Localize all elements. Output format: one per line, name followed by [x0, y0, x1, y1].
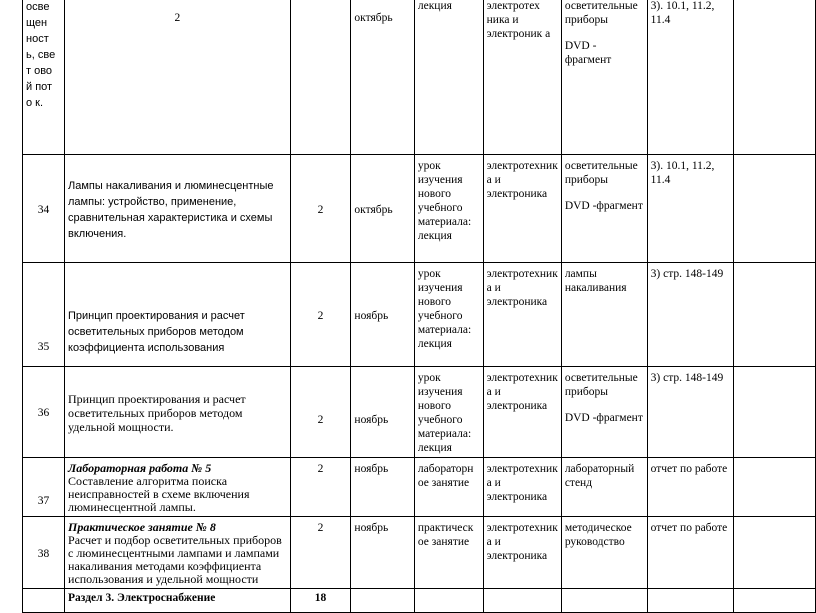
row-number: [23, 517, 65, 589]
hours-value: 2: [317, 414, 324, 426]
topic-text: Составление алгоритма поиска неисправностей в схеме включения люминесцентной лампы.: [68, 474, 250, 514]
hours-cell: [290, 458, 351, 517]
equipment-value: лампы накаливания: [564, 268, 627, 294]
subject-value: электротехник а и электроника: [486, 522, 558, 562]
lesson-plan-table: [22, 0, 816, 613]
form-value: лекция: [417, 0, 452, 12]
form-cell: [414, 155, 483, 263]
row-number-value: 34: [37, 203, 50, 216]
section-title: Раздел 3. Электроснабжение: [68, 592, 216, 604]
hours-cell: [290, 155, 351, 263]
month-value: ноябрь: [354, 414, 389, 426]
form-cell: [414, 517, 483, 589]
subject-cell: [483, 155, 561, 263]
literature-value: 3) стр. 148-149: [650, 372, 724, 384]
section-spacer: [23, 589, 65, 613]
subject-cell: [483, 367, 561, 458]
empty-cell: [733, 589, 815, 613]
month-cell: [351, 155, 414, 263]
literature-cell: [647, 458, 733, 517]
table-row: [23, 367, 816, 458]
literature-value: 3) стр. 148-149: [650, 268, 724, 280]
month-value: октябрь: [354, 203, 393, 216]
section-title-cell: [65, 589, 291, 613]
equipment-cell: [561, 367, 647, 458]
row-number-value: 35: [37, 341, 50, 353]
topic-text: Принцип проектирования и расчет осветительных приборов методом коэффициента использования: [68, 310, 245, 354]
equipment-extra: DVD -фрагмент: [564, 412, 643, 424]
month-value: ноябрь: [354, 309, 389, 322]
subject-cell: [483, 0, 561, 155]
empty-cell: [483, 589, 561, 613]
equipment-cell: [561, 263, 647, 367]
form-value: урок изучения нового учебного материала: лекция: [417, 372, 472, 454]
literature-cell: [647, 0, 733, 155]
form-value: урок изучения нового учебного материала: лекция: [417, 268, 472, 350]
section-hours: 18: [314, 592, 327, 604]
spacer-cell: [290, 0, 351, 155]
extra-cell: [733, 0, 815, 155]
equipment-value: осветительные приборы: [564, 160, 638, 186]
equipment-value: методическое руководство: [564, 522, 632, 548]
form-value: практическ ое занятие: [417, 522, 474, 548]
hours-value: 2: [317, 203, 324, 216]
month-value: ноябрь: [354, 463, 389, 475]
equipment-cell: [561, 155, 647, 263]
subject-cell: [483, 263, 561, 367]
empty-cell: [414, 589, 483, 613]
hours-cell: [290, 367, 351, 458]
subject-value: электротехник а и электроника: [486, 463, 558, 503]
literature-value: 3). 10.1, 11.2, 11.4: [650, 160, 715, 186]
empty-cell: [351, 589, 414, 613]
subject-value: электротехник а и электроника: [486, 160, 558, 200]
equipment-cell: [561, 517, 647, 589]
form-cell: [414, 263, 483, 367]
form-cell: [414, 0, 483, 155]
row-number: [23, 263, 65, 367]
topic-cell: [65, 155, 291, 263]
row-number: [23, 458, 65, 517]
table-row: [23, 155, 816, 263]
row-number: [23, 155, 65, 263]
month-value: ноябрь: [354, 522, 389, 534]
literature-value: отчет по работе: [650, 463, 728, 475]
row-number: [23, 367, 65, 458]
literature-cell: [647, 263, 733, 367]
subject-cell: [483, 458, 561, 517]
empty-cell: [647, 589, 733, 613]
topic-cell: [65, 517, 291, 589]
subject-cell: [483, 517, 561, 589]
subject-value: электротехник а и электроника: [486, 372, 558, 412]
equipment-cell: [561, 458, 647, 517]
month-cell: [351, 458, 414, 517]
topic-text: Лампы накаливания и люминесцентные лампы: устройство, применение, сравнительная характеристика и схемы включения.: [68, 179, 274, 240]
form-cell: [414, 367, 483, 458]
section-row: [23, 589, 816, 613]
hours-value: 2: [317, 463, 324, 475]
month-cell: [351, 0, 414, 155]
topic-text: Расчет и подбор осветительных приборов с люминесцентными лампами и лампами накаливания методами коэффициента использования и удельной мощности: [68, 533, 282, 586]
literature-cell: [647, 517, 733, 589]
equipment-value: осветительные приборы: [564, 0, 638, 26]
equipment-value: осветительные приборы: [564, 372, 638, 398]
month-cell: [351, 367, 414, 458]
month-value: октябрь: [354, 12, 393, 24]
extra-cell: [733, 458, 815, 517]
extra-cell: [733, 367, 815, 458]
table-row: [23, 0, 816, 155]
hours-cell: [65, 0, 291, 155]
hours-cell: [290, 517, 351, 589]
row-number-value: 36: [37, 407, 50, 419]
literature-cell: [647, 155, 733, 263]
hours-value: 2: [317, 522, 324, 534]
empty-cell: [561, 589, 647, 613]
topic-tail-text: осве щен ност ь, свет ово й пото к.: [26, 1, 56, 109]
literature-cell: [647, 367, 733, 458]
section-hours-cell: [290, 589, 351, 613]
subject-value: электротехник а и электроника: [486, 268, 558, 308]
hours-value: 2: [174, 12, 181, 24]
form-value: урок изучения нового учебного материала: лекция: [417, 160, 472, 242]
row-number-value: 38: [37, 547, 50, 560]
extra-cell: [733, 155, 815, 263]
row-number-value: 37: [37, 495, 50, 507]
topic-cell: [65, 367, 291, 458]
form-value: лабораторн ое занятие: [417, 463, 474, 489]
topic-cell: [65, 263, 291, 367]
month-cell: [351, 517, 414, 589]
topic-tail-cell: [23, 0, 65, 155]
extra-cell: [733, 517, 815, 589]
literature-value: отчет по работе: [650, 522, 728, 534]
topic-title: Лабораторная работа № 5: [68, 461, 212, 475]
table-row: [23, 458, 816, 517]
equipment-extra: DVD -фрагмент: [564, 200, 643, 212]
extra-cell: [733, 263, 815, 367]
equipment-cell: [561, 0, 647, 155]
subject-value: электротех ника и электроник а: [486, 0, 551, 40]
hours-cell: [290, 263, 351, 367]
equipment-extra: DVD - фрагмент: [564, 40, 612, 66]
month-cell: [351, 263, 414, 367]
hours-value: 2: [317, 309, 324, 322]
table-row: [23, 263, 816, 367]
topic-title: Практическое занятие № 8: [68, 520, 216, 534]
topic-text: Принцип проектирования и расчет осветительных приборов методом удельной мощности.: [68, 392, 246, 434]
form-cell: [414, 458, 483, 517]
literature-value: 3). 10.1, 11.2, 11.4: [650, 0, 715, 26]
table-row: [23, 517, 816, 589]
topic-cell: [65, 458, 291, 517]
equipment-value: лабораторный стенд: [564, 463, 635, 489]
